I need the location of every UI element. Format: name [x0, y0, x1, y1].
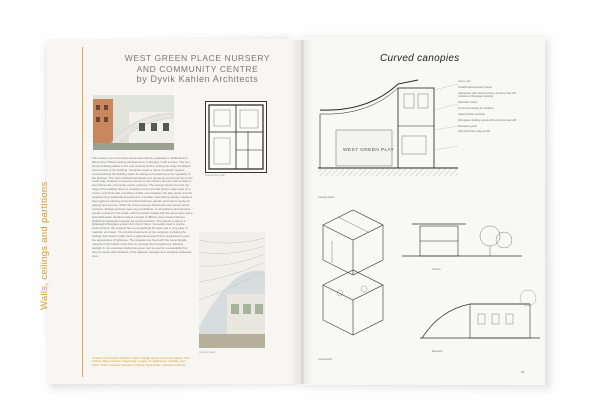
article-title-line: AND COMMUNITY CENTRE — [136, 63, 259, 74]
note: Green roof — [458, 80, 471, 83]
section-title: Walls, ceilings and partitions — [39, 181, 50, 310]
article-subtitle: by Dyvik Kahlen Architects — [136, 74, 259, 84]
right-page-title: Curved canopies — [380, 53, 460, 64]
diagram-label: Elevation — [432, 350, 443, 353]
article-title-line: WEST GREEN PLACE NURSERY — [124, 53, 271, 63]
note: Galvanised steel bowed canopy structure clad with translucent fibreglass cladding — [458, 91, 517, 99]
note: Forms and clamps for cladding — [458, 106, 494, 110]
elevation-drawing — [420, 286, 540, 346]
canopy-photo — [199, 232, 265, 348]
axonometric-drawing — [318, 205, 388, 355]
diagram-label: Section — [432, 268, 441, 271]
note: Natural timber windows — [458, 112, 485, 116]
canopy-section-drawing — [318, 70, 458, 185]
diagram-label: Axonometric — [318, 358, 333, 361]
section-rule — [82, 47, 83, 377]
floor-plan — [205, 101, 267, 173]
spine-shadow — [290, 40, 314, 384]
diagram-label: Canopy detail — [318, 196, 334, 199]
note: Rainwater gutter — [458, 124, 478, 128]
annotation-notes — [458, 80, 528, 136]
note: Rainwater drains — [458, 100, 478, 104]
note: Prefabricated acoustic panels — [458, 85, 493, 89]
building-photo — [93, 95, 174, 150]
note: Fibreglass cladding panels with polycarbonate infill — [458, 118, 517, 122]
article-body: The nursery and community centre was built as a gateway to Tewkesbury's West Green Place housing development in Haringey, north London. The two-storey building relates to the new housing blocks, setting the stage for playful interventions in the building. Canopies create a range of outdoor spaces, contextualising the building within its setting and breaking up the regularity of the facades. The main architectural feature is a generous curved canopy to the south side, creating a covered entrance to the nursery and an outdoor area. It also frames the community centre entrance. The canopy bends from the top edge of the building down to a height of 2.1m and the bottom edge rests on a column and brick wall, providing a buffer zone between the play space and the neighbouring residential development. A smaller, west-facing canopy creates a bay toggle for parking and a threshold between garden and interior space for playing and sensory. While the curved canopy defines the community centre entrance. Budget and time were key constraints, so all surfaces and services remain exposed in the inside, with the timber treated with fire-proof paint and a light whitewash. Surfaces below a height of 450mm were treated with an additional transparent lacquer for extra protection. The façade is clad in a lightweight fibreglass system from Cem Vision. Generally used in marine environments, the material has an exceptional life span and is very easy to maintain and clean. The structural elements of the canopies, including the ceilings and exterior walls, were a galvanised steel finish, engineered to give the appearance of lightness. The canopies are lined with the same facade material in 6mm-thick sheet form to increase the transparency, allowing daylight in. An extensive biodiverse green roof is used for sustainability but also to ensure that residents of the adjacent development overlook a pleasant view. — [92, 156, 193, 258]
page-number: 95 — [521, 370, 525, 374]
article-title — [100, 53, 295, 85]
sign-text: WEST GREEN PLAY — [343, 148, 395, 153]
photo-caption: Canopy detail — [199, 351, 215, 354]
section-drawing — [402, 216, 522, 266]
note: Dark aluminium edge profile — [458, 130, 491, 134]
credits: Architect: Dyvik Kahlen Architects. Client: Grainger Homes. Structural engineer: Price & Myers. Main contractor: Chamberlain. Images: Jim Stephenson. Cladding: Cem Vision. Timber cassettes: Ecoeatons. Lighting: Dyvik Kahlen. Acoustics: Anderson. — [92, 357, 190, 367]
plan-caption: Ground floor plan — [205, 174, 226, 177]
